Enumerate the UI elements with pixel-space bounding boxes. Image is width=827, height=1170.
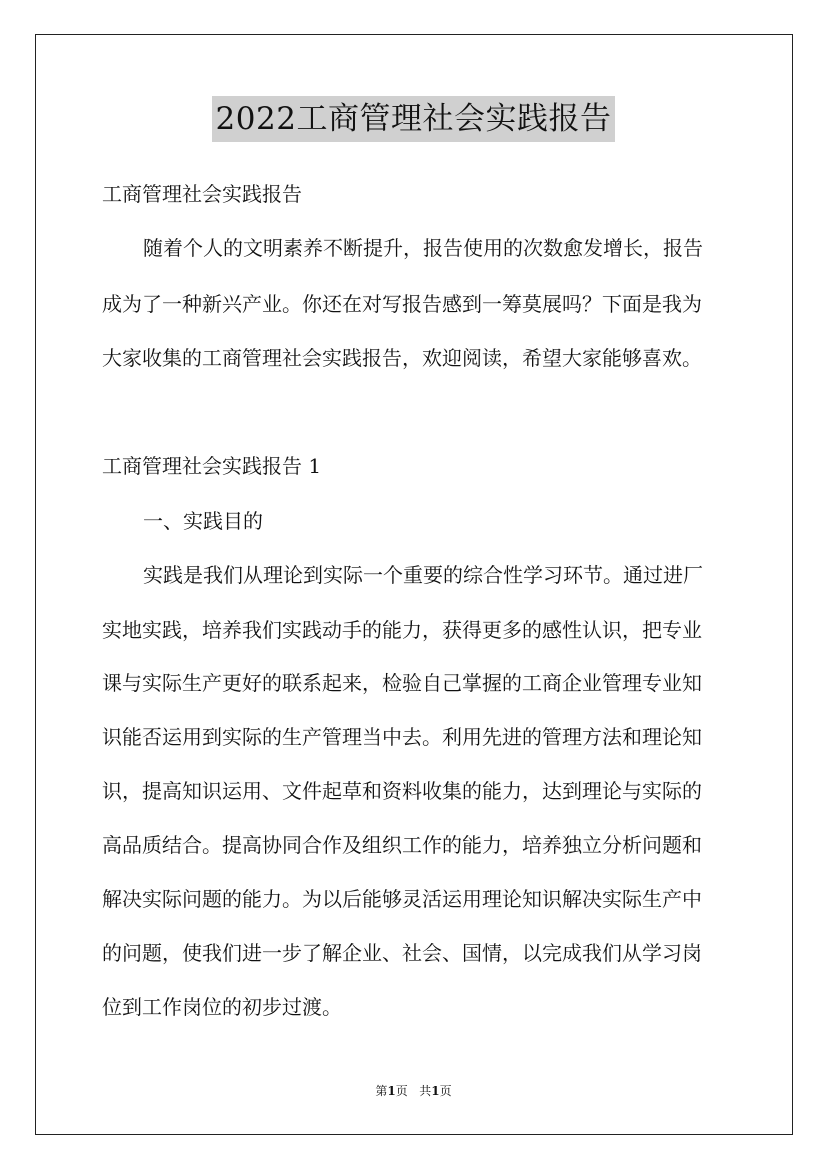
body-line: 的问题，使我们进一步了解企业、社会、国情，以完成我们从学习岗 — [102, 941, 702, 965]
body-line: 实地实践，培养我们实践动手的能力，获得更多的感性认识，把专业 — [102, 618, 702, 642]
footer-total-prefix: 共 — [419, 1084, 432, 1098]
footer-page-number: 1 — [387, 1084, 396, 1098]
intro-line: 随着个人的文明素养不断提升，报告使用的次数愈发增长，报告 — [143, 236, 703, 260]
footer-total-number: 1 — [431, 1084, 440, 1098]
body-line: 位到工作岗位的初步过渡。 — [102, 995, 342, 1019]
title-container — [0, 96, 827, 142]
intro-line: 大家收集的工商管理社会实践报告，欢迎阅读，希望大家能够喜欢。 — [102, 346, 702, 370]
footer-total-suffix: 页 — [439, 1084, 452, 1098]
footer-page-prefix: 第 — [375, 1084, 388, 1098]
footer-page-suffix: 页 — [395, 1084, 408, 1098]
page-footer — [0, 1082, 827, 1100]
body-line: 实践是我们从理论到实际一个重要的综合性学习环节。通过进厂 — [143, 563, 703, 587]
intro-line: 成为了一种新兴产业。你还在对写报告感到一筹莫展吗？下面是我为 — [102, 292, 702, 316]
body-line: 解决实际问题的能力。为以后能够灵活运用理论知识解决实际生产中 — [102, 887, 702, 911]
body-line: 识能否运用到实际的生产管理当中去。利用先进的管理方法和理论知 — [102, 725, 702, 749]
body-line: 高品质结合。提高协同合作及组织工作的能力，培养独立分析问题和 — [102, 833, 702, 857]
document-subtitle: 工商管理社会实践报告 — [102, 182, 302, 206]
section-title: 工商管理社会实践报告 1 — [102, 454, 322, 478]
body-line: 课与实际生产更好的联系起来，检验自己掌握的工商企业管理专业知 — [102, 671, 702, 695]
document-title: 2022工商管理社会实践报告 — [212, 96, 616, 142]
subsection-title: 一、实践目的 — [143, 509, 263, 533]
body-line: 识，提高知识运用、文件起草和资料收集的能力，达到理论与实际的 — [102, 779, 702, 803]
